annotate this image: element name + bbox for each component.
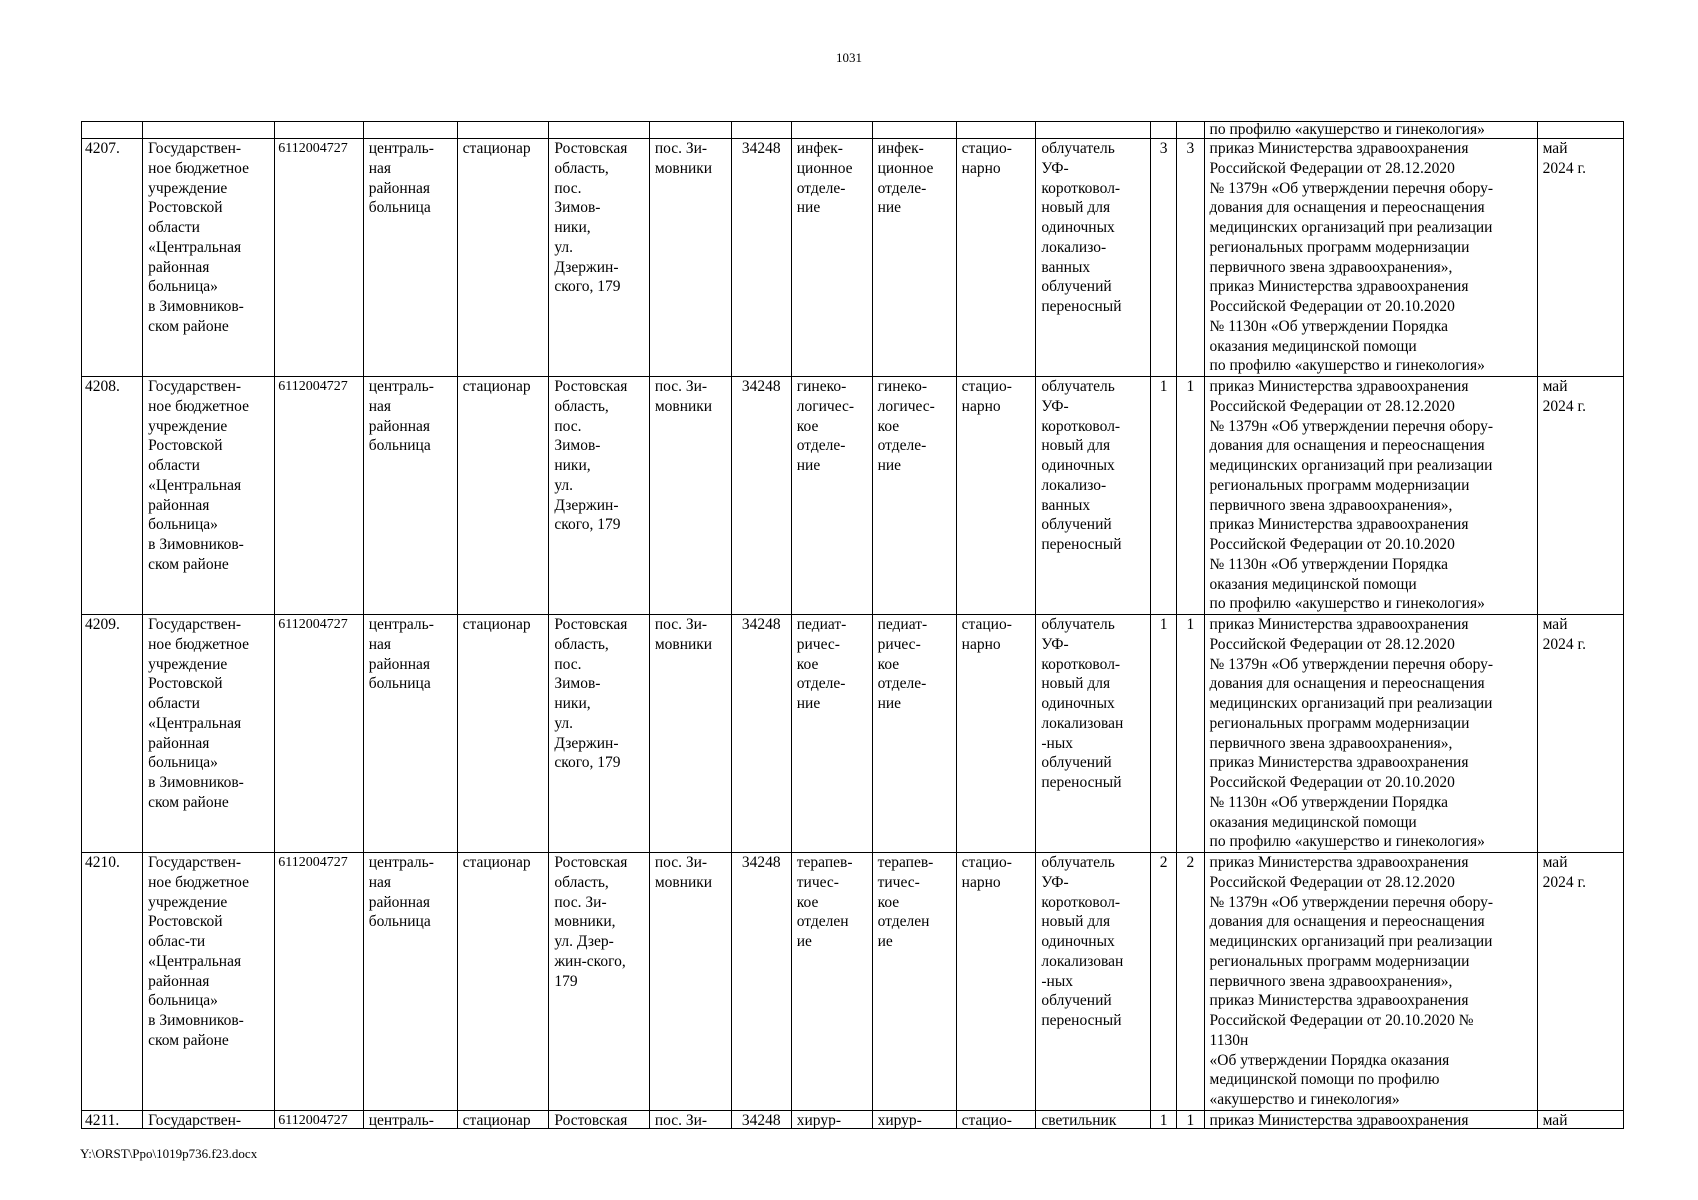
cell-row-number xyxy=(82,1110,143,1128)
cell-row-number: 4207. xyxy=(82,139,143,377)
cell-quantity-a-text: 1 xyxy=(1159,1111,1168,1128)
cell-department: терапев- тичес- кое отделен ие xyxy=(791,853,872,1111)
cell-inn xyxy=(275,1110,363,1128)
cell-legal-basis-continued: по профилю «акушерство и гинекология» xyxy=(1204,122,1537,139)
cell-address: Ростовская область, пос. Зимов- ники, ул. Дзержин- ского, 179 xyxy=(549,615,649,853)
cell-inn: 6112004727 xyxy=(275,377,363,615)
cell-department: педиат- ричес- кое отделе- ние xyxy=(791,615,872,853)
cell-row-number: 4208. xyxy=(82,377,143,615)
cell-quantity-a: 3 xyxy=(1151,139,1177,377)
cell-legal-basis: приказ Министерства здравоохранения Российской Федерации от 28.12.2020 № 1379н «Об утверждении перечня обору- дования для оснащения и переоснащения медицинских организаций при реализации региональных программ модернизации первичного звена здравоохранения», приказ Министерства здравоохранения Российской Федерации от 20.10.2020 № 1130н «Об утверждении Порядка оказания медицинской помощи по профилю «акушерство и гинекология» xyxy=(1204,377,1537,615)
cell-department: инфек- ционное отделе- ние xyxy=(791,139,872,377)
cell-care-condition: стацио- нарно xyxy=(956,615,1036,853)
cell-row-number: 4209. xyxy=(82,615,143,853)
cell-empty xyxy=(1151,122,1177,139)
cell-quantity-b-text: 1 xyxy=(1186,1111,1195,1128)
cell-quantity-a: 1 xyxy=(1151,377,1177,615)
cell-legal-basis-text: приказ Министерства здравоохранения xyxy=(1209,1111,1469,1128)
cell-address-text: Ростовская xyxy=(554,1111,628,1128)
continued-row xyxy=(82,122,1624,139)
footer-file-path: Y:\ORST\Ppo\1019p736.f23.docx xyxy=(80,1146,258,1161)
cell-inn-text: 6112004727 xyxy=(278,1112,348,1128)
cell-legal-basis: приказ Министерства здравоохранения Российской Федерации от 28.12.2020 № 1379н «Об утверждении перечня обору- дования для оснащения и переоснащения медицинских организаций при реализации региональных программ модернизации первичного звена здравоохранения», приказ Министерства здравоохранения Российской Федерации от 20.10.2020 № 1130н «Об утверждении Порядка оказания медицинской помощи по профилю «акушерство и гинекология» xyxy=(1204,139,1537,377)
cell-code: 34248 xyxy=(731,615,791,853)
cell-address: Ростовская область, пос. Зимов- ники, ул. Дзержин- ского, 179 xyxy=(549,377,649,615)
cell-code: 34248 xyxy=(731,139,791,377)
cell-department-2 xyxy=(872,1110,956,1128)
cell-quantity-a: 2 xyxy=(1151,853,1177,1111)
table-row xyxy=(82,1110,1624,1128)
cell-row-number-text: 4211. xyxy=(85,1111,120,1128)
cell-empty xyxy=(275,122,363,139)
cell-inn: 6112004727 xyxy=(275,615,363,853)
cell-legal-basis xyxy=(1204,1110,1537,1128)
cell-department: гинеко- логичес- кое отделе- ние xyxy=(791,377,872,615)
cell-locality: пос. Зи- мовники xyxy=(649,139,731,377)
cell-organization-type-text: централь- xyxy=(368,1111,434,1128)
cell-code-text: 34248 xyxy=(741,1111,781,1128)
cell-empty xyxy=(549,122,649,139)
cell-care-mode: стационар xyxy=(457,377,549,615)
cell-organization-type: централь- ная районная больница xyxy=(363,853,457,1111)
cell-device-name: облучатель УФ- коротковол- новый для одиночных локализован -ных облучений переносный xyxy=(1036,853,1151,1111)
table-row xyxy=(82,377,1624,615)
cell-organization-type: централь- ная районная больница xyxy=(363,615,457,853)
cell-department-2: гинеко- логичес- кое отделе- ние xyxy=(872,377,956,615)
cell-address: Ростовская область, пос. Зимов- ники, ул. Дзержин- ского, 179 xyxy=(549,139,649,377)
cell-organization: Государствен- ное бюджетное учреждение Ростовской области «Центральная районная больница» в Зимовников- ском районе xyxy=(143,139,275,377)
cell-empty xyxy=(1036,122,1151,139)
cell-department-2: терапев- тичес- кое отделен ие xyxy=(872,853,956,1111)
cell-device-name: облучатель УФ- коротковол- новый для одиночных локализо- ванных облучений переносный xyxy=(1036,139,1151,377)
cell-delivery-date: май 2024 г. xyxy=(1537,377,1623,615)
cell-empty xyxy=(649,122,731,139)
cell-organization: Государствен- ное бюджетное учреждение Ростовской области «Центральная районная больница» в Зимовников- ском районе xyxy=(143,615,275,853)
cell-delivery-date-text: май xyxy=(1542,1111,1568,1128)
cell-locality xyxy=(649,1110,731,1128)
cell-department xyxy=(791,1110,872,1128)
equipment-registry-table xyxy=(81,121,1624,1129)
cell-empty xyxy=(956,122,1036,139)
cell-care-mode-text: стационар xyxy=(462,1111,531,1128)
cell-quantity-b: 3 xyxy=(1177,139,1204,377)
cell-delivery-date: май 2024 г. xyxy=(1537,853,1623,1111)
cell-quantity-b: 1 xyxy=(1177,615,1204,853)
cell-organization-type: централь- ная районная больница xyxy=(363,377,457,615)
cell-quantity-a: 1 xyxy=(1151,615,1177,853)
cell-empty xyxy=(872,122,956,139)
cell-care-condition: стацио- нарно xyxy=(956,377,1036,615)
cell-device-name: облучатель УФ- коротковол- новый для одиночных локализован -ных облучений переносный xyxy=(1036,615,1151,853)
cell-code: 34248 xyxy=(731,377,791,615)
cell-address xyxy=(549,1110,649,1128)
cell-organization: Государствен- ное бюджетное учреждение Ростовской облас-ти «Центральная районная больница» в Зимовников- ском районе xyxy=(143,853,275,1111)
cell-delivery-date: май 2024 г. xyxy=(1537,615,1623,853)
cell-code: 34248 xyxy=(731,853,791,1111)
cell-quantity-b: 2 xyxy=(1177,853,1204,1111)
cell-care-mode: стационар xyxy=(457,853,549,1111)
cell-empty xyxy=(363,122,457,139)
cell-device-name: облучатель УФ- коротковол- новый для одиночных локализо- ванных облучений переносный xyxy=(1036,377,1151,615)
cell-inn: 6112004727 xyxy=(275,853,363,1111)
cell-empty xyxy=(457,122,549,139)
cell-legal-basis: приказ Министерства здравоохранения Российской Федерации от 28.12.2020 № 1379н «Об утверждении перечня обору- дования для оснащения и переоснащения медицинских организаций при реализации региональных программ модернизации первичного звена здравоохранения», приказ Министерства здравоохранения Российской Федерации от 20.10.2020 № 1130н «Об утверждении Порядка оказания медицинской помощи по профилю «акушерство и гинекология» xyxy=(1204,615,1537,853)
cell-care-mode: стационар xyxy=(457,139,549,377)
cell-inn: 6112004727 xyxy=(275,139,363,377)
cell-empty xyxy=(1177,122,1204,139)
cell-organization: Государствен- ное бюджетное учреждение Ростовской области «Центральная районная больница» в Зимовников- ском районе xyxy=(143,377,275,615)
cell-empty xyxy=(143,122,275,139)
cell-care-condition xyxy=(956,1110,1036,1128)
cell-locality: пос. Зи- мовники xyxy=(649,853,731,1111)
cell-locality: пос. Зи- мовники xyxy=(649,615,731,853)
cell-address: Ростовская область, пос. Зи- мовники, ул. Дзер- жин-ского, 179 xyxy=(549,853,649,1111)
cell-row-number: 4210. xyxy=(82,853,143,1111)
cell-empty xyxy=(731,122,791,139)
cell-device-name-text: светильник xyxy=(1041,1111,1117,1128)
cell-locality-text: пос. Зи- xyxy=(654,1111,708,1128)
cell-care-mode: стационар xyxy=(457,615,549,853)
cell-empty xyxy=(791,122,872,139)
cell-department-2: педиат- ричес- кое отделе- ние xyxy=(872,615,956,853)
cell-organization xyxy=(143,1110,275,1128)
cell-quantity-a xyxy=(1151,1110,1177,1128)
cell-organization-type xyxy=(363,1110,457,1128)
page-number: 1031 xyxy=(836,50,862,65)
cell-department-2-text: хирур- xyxy=(877,1111,922,1128)
cell-care-condition: стацио- нарно xyxy=(956,853,1036,1111)
cell-legal-basis: приказ Министерства здравоохранения Российской Федерации от 28.12.2020 № 1379н «Об утверждении перечня обору- дования для оснащения и переоснащения медицинских организаций при реализации региональных программ модернизации первичного звена здравоохранения», приказ Министерства здравоохранения Российской Федерации от 20.10.2020 № 1130н «Об утверждении Порядка оказания медицинской помощи по профилю «акушерство и гинекология» xyxy=(1204,853,1537,1111)
cell-empty xyxy=(1537,122,1623,139)
cell-locality: пос. Зи- мовники xyxy=(649,377,731,615)
cell-device-name xyxy=(1036,1110,1151,1128)
cell-department-2: инфек- ционное отделе- ние xyxy=(872,139,956,377)
cell-care-condition-text: стацио- xyxy=(961,1111,1012,1128)
cell-code xyxy=(731,1110,791,1128)
cell-empty xyxy=(82,122,143,139)
cell-quantity-b: 1 xyxy=(1177,377,1204,615)
cell-department-text: хирур- xyxy=(796,1111,842,1128)
cell-delivery-date: май 2024 г. xyxy=(1537,139,1623,377)
cell-delivery-date xyxy=(1537,1110,1623,1128)
cell-care-condition: стацио- нарно xyxy=(956,139,1036,377)
cell-organization-text: Государствен- xyxy=(148,1111,242,1128)
table-row xyxy=(82,853,1624,1111)
cell-quantity-b xyxy=(1177,1110,1204,1128)
table-row xyxy=(82,139,1624,377)
table-row xyxy=(82,615,1624,853)
cell-care-mode xyxy=(457,1110,549,1128)
cell-organization-type: централь- ная районная больница xyxy=(363,139,457,377)
